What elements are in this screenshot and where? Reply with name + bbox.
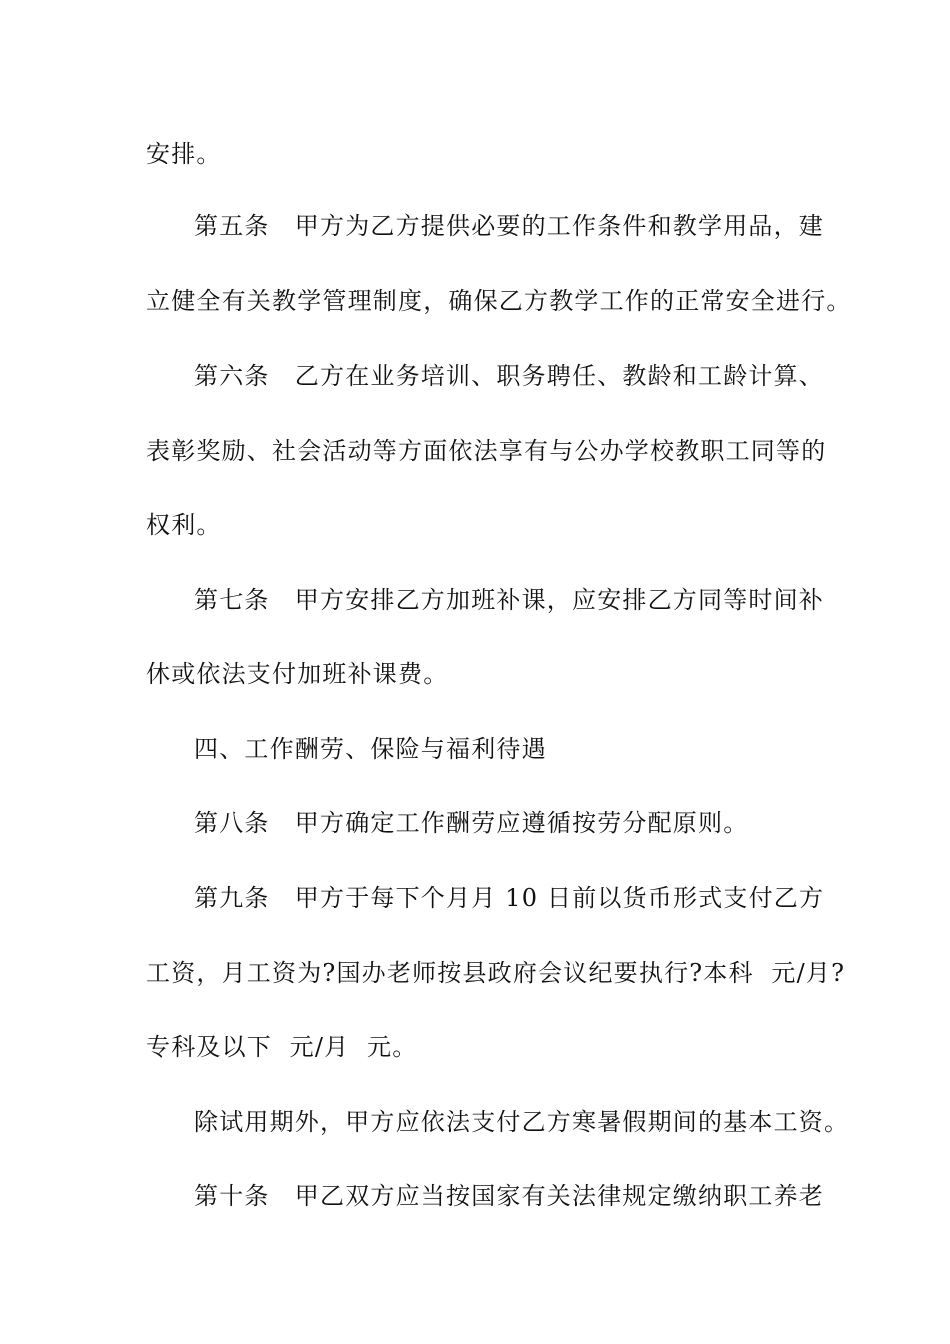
section-heading: 四、工作酬劳、保险与福利待遇 [194, 735, 547, 763]
article-10-line-1: 第十条 甲乙双方应当按国家有关法律规定缴纳职工养老 [194, 1182, 824, 1210]
article-7-line-2: 休或依法支付加班补课费。 [146, 660, 449, 688]
article-8-line: 第八条 甲方确定工作酬劳应遵循按劳分配原则。 [194, 809, 749, 837]
article-6-line-2: 表彰奖励、社会活动等方面依法享有与公办学校教职工同等的 [146, 437, 827, 465]
article-6-line-3: 权利。 [146, 511, 222, 539]
article-9-line-1: 第九条 甲方于每下个月月 10 日前以货币形式支付乙方 [194, 884, 825, 912]
article-5-line-1: 第五条 甲方为乙方提供必要的工作条件和教学用品，建 [194, 212, 824, 240]
article-9-line-2: 工资，月工资为?国办老师按县政府会议纪要执行?本科 元/月? [146, 959, 846, 987]
article-7-line-1: 第七条 甲方安排乙方加班补课，应安排乙方同等时间补 [194, 586, 824, 614]
text-line: 安排。 [146, 140, 222, 168]
article-6-line-1: 第六条 乙方在业务培训、职务聘任、教龄和工龄计算、 [194, 362, 824, 390]
vacation-pay-line: 除试用期外，甲方应依法支付乙方寒暑假期间的基本工资。 [194, 1108, 850, 1136]
article-9-line-3: 专科及以下 元/月 元。 [146, 1033, 418, 1061]
article-5-line-2: 立健全有关教学管理制度，确保乙方教学工作的正常安全进行。 [146, 287, 852, 315]
